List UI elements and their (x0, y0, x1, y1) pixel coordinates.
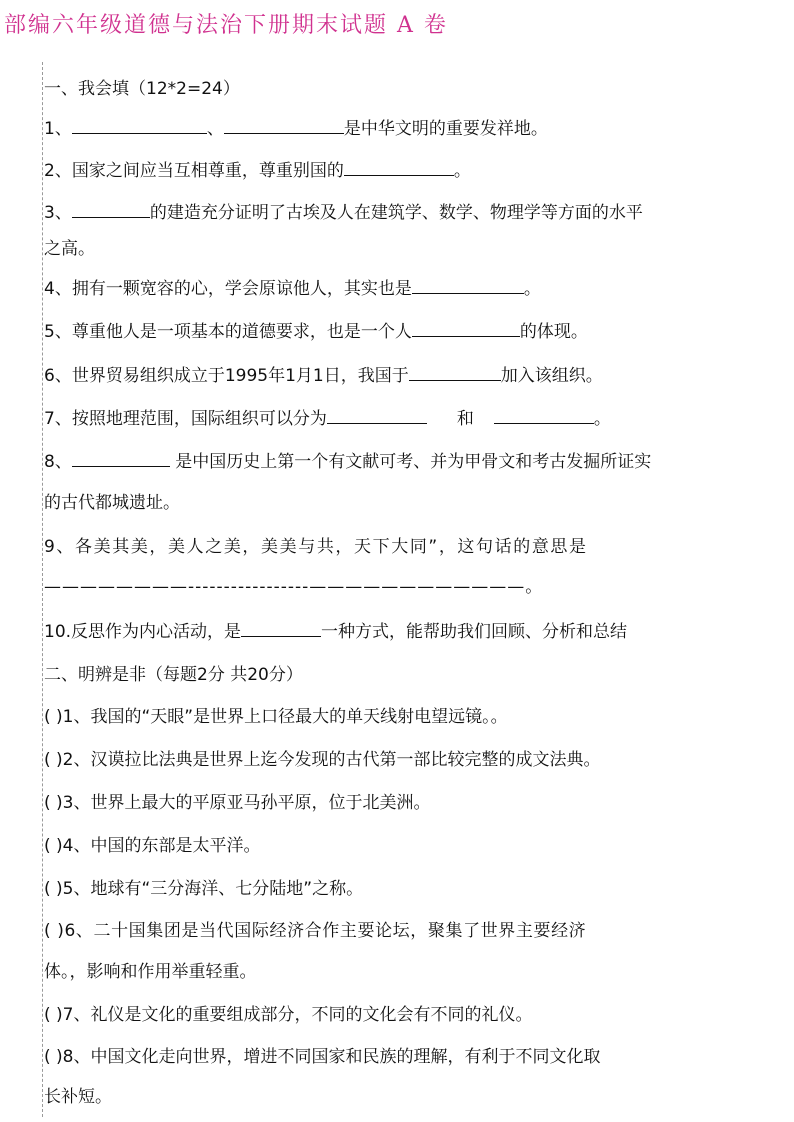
tf-item-1[interactable]: ( )1、我国的“天眼”是世界上口径最大的单天线射电望远镜。。 (44, 707, 508, 727)
question-4 (44, 278, 541, 300)
q6-tail: 加入该组织。 (500, 366, 603, 386)
q7-text: 7、按照地理范围，国际组织可以分为 (44, 409, 327, 429)
tf-item-2[interactable]: ( )2、汉谟拉比法典是世界上迄今发现的古代第一部比较完整的成文法典。 (44, 750, 601, 770)
q5-tail: 的体现。 (519, 322, 588, 342)
q1-separator: 、 (206, 119, 224, 139)
q8-text: 是中国历史上第一个有文献可考、并为甲骨文和考古发掘所证实 (169, 452, 652, 472)
q1-tail: 是中华文明的重要发祥地。 (343, 119, 548, 139)
tf-item-8-continued: 长补短。 (44, 1087, 112, 1107)
q3-number: 3、 (44, 203, 72, 223)
q2-blank[interactable] (344, 160, 454, 176)
q7-tail: 。 (593, 409, 611, 429)
q3-text: 的建造充分证明了古埃及人在建筑学、数学、物理学等方面的水平 (149, 203, 643, 223)
q4-text: 4、拥有一颗宽容的心，学会原谅他人，其实也是 (44, 279, 412, 299)
q1-blank-2[interactable] (224, 118, 344, 134)
question-7 (44, 408, 611, 430)
q7-blank-2[interactable] (494, 408, 594, 424)
question-5 (44, 321, 588, 343)
section2-heading: 二、明辨是非（每题2分 共20分） (44, 665, 303, 685)
q4-blank[interactable] (412, 278, 524, 294)
question-3 (44, 202, 643, 224)
q8-blank[interactable] (72, 451, 170, 467)
section1-heading: 一、我会填（12*2=24） (44, 79, 240, 99)
q7-and: 和 (456, 409, 474, 429)
question-8-continued: 的古代都城遗址。 (44, 493, 180, 513)
question-8 (44, 451, 651, 473)
q4-tail: 。 (523, 279, 541, 299)
q10-blank[interactable] (241, 621, 321, 637)
tf-item-5[interactable]: ( )5、地球有“三分海洋、七分陆地”之称。 (44, 879, 364, 899)
question-10 (44, 621, 627, 643)
q6-blank[interactable] (409, 365, 501, 381)
question-2 (44, 160, 471, 182)
q1-number: 1、 (44, 119, 72, 139)
q3-blank[interactable] (72, 202, 150, 218)
question-3-continued: 之高。 (44, 239, 95, 259)
q7-blank-1[interactable] (327, 408, 427, 424)
q5-blank[interactable] (412, 321, 520, 337)
q1-blank-1[interactable] (72, 118, 207, 134)
question-1 (44, 118, 548, 140)
tf-item-3[interactable]: ( )3、世界上最大的平原亚马孙平原，位于北美洲。 (44, 793, 431, 813)
tf-item-7[interactable]: ( )7、礼仪是文化的重要组成部分，不同的文化会有不同的礼仪。 (44, 1005, 533, 1025)
tf-item-8[interactable]: ( )8、中国文化走向世界，增进不同国家和民族的理解，有利于不同文化取 (44, 1047, 601, 1067)
q8-number: 8、 (44, 452, 72, 472)
q10-text: 10.反思作为内心活动，是 (44, 622, 242, 642)
q6-text: 6、世界贸易组织成立于1995年1月1日，我国于 (44, 366, 409, 386)
tf-item-4[interactable]: ( )4、中国的东部是太平洋。 (44, 836, 261, 856)
question-9-answer-line[interactable]: ————————-----------------————————————。 (44, 577, 544, 597)
tf-item-6-continued: 体。，影响和作用举重轻重。 (44, 962, 257, 982)
q10-tail: 一种方式，能帮助我们回顾、分析和总结 (321, 622, 628, 642)
q2-tail: 。 (453, 161, 471, 181)
question-9: 9、各美其美，美人之美，美美与共，天下大同”，这句话的意思是 (44, 537, 588, 557)
page-title: 部编六年级道德与法治下册期末试题 A 卷 (4, 13, 448, 38)
q2-text: 2、国家之间应当互相尊重，尊重别国的 (44, 161, 344, 181)
q5-text: 5、尊重他人是一项基本的道德要求，也是一个人 (44, 322, 412, 342)
tf-item-6[interactable]: ( )6、二十国集团是当代国际经济合作主要论坛，聚集了世界主要经济 (44, 921, 587, 941)
question-6 (44, 365, 603, 387)
binding-margin-line (42, 62, 43, 1117)
